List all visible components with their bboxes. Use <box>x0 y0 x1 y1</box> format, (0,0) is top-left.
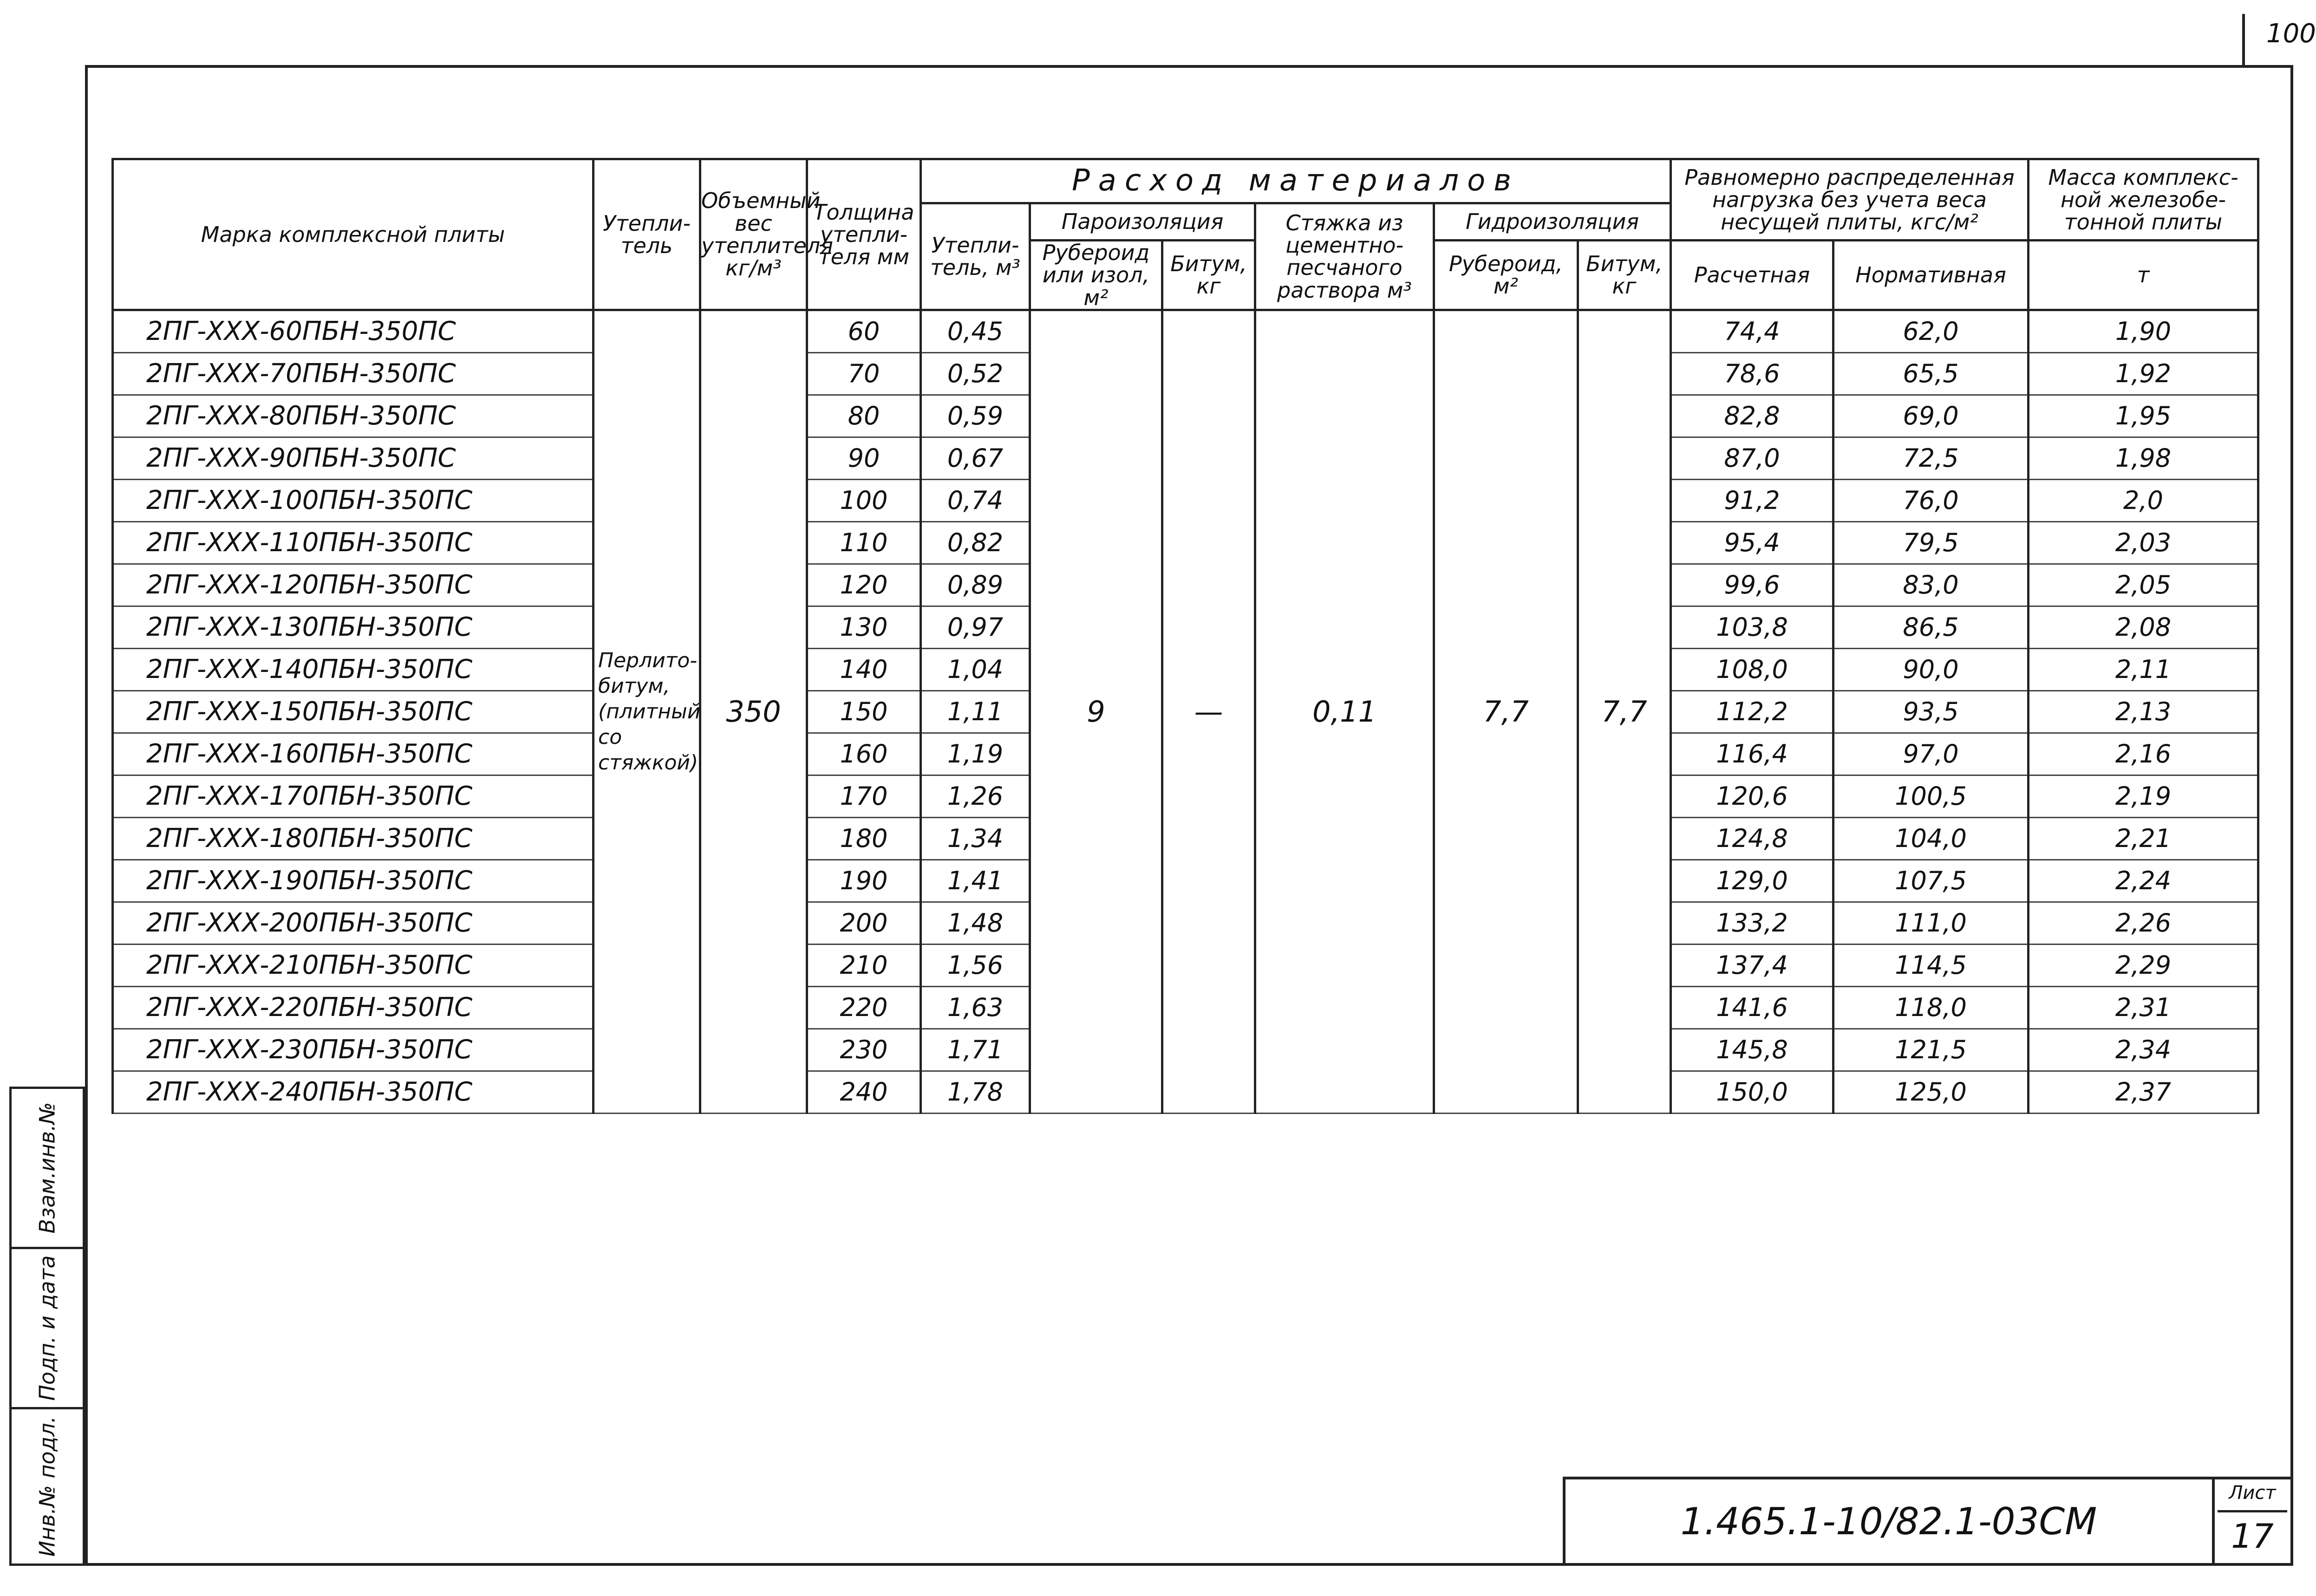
row-load-norm: 107,5 <box>1833 860 2029 902</box>
row-mass: 1,95 <box>2029 395 2258 437</box>
row-load-norm: 104,0 <box>1833 817 2029 860</box>
row-load-norm: 62,0 <box>1833 310 2029 352</box>
row-load-norm: 93,5 <box>1833 691 2029 733</box>
row-load-calc: 78,6 <box>1671 352 1833 395</box>
side-stamp <box>9 1087 85 1566</box>
header-consumption-group: Расход материалов <box>921 159 1671 203</box>
row-insul-volume: 1,78 <box>921 1071 1030 1113</box>
row-load-calc: 108,0 <box>1671 648 1833 691</box>
row-mass: 2,37 <box>2029 1071 2258 1113</box>
row-mass: 2,0 <box>2029 479 2258 521</box>
row-thickness: 110 <box>807 521 921 564</box>
header-insul-volume: Утепли- тель, м³ <box>921 203 1030 310</box>
row-load-norm: 83,0 <box>1833 564 2029 606</box>
row-mass: 2,11 <box>2029 648 2258 691</box>
row-load-norm: 100,5 <box>1833 775 2029 817</box>
header-screed: Стяжка из цементно- песчаного раствора м³ <box>1255 203 1434 310</box>
table-body <box>113 310 2258 1113</box>
row-mark: 2ПГ-ХХХ-150ПБН-350ПС <box>113 691 594 733</box>
row-load-norm: 65,5 <box>1833 352 2029 395</box>
row-mark: 2ПГ-ХХХ-190ПБН-350ПС <box>113 860 594 902</box>
header-hydro-bitumen: Битум, кг <box>1578 241 1671 310</box>
row-mark: 2ПГ-ХХХ-110ПБН-350ПС <box>113 521 594 564</box>
row-thickness: 100 <box>807 479 921 521</box>
merged-vapor-ruberoid: 9 <box>1030 310 1162 1113</box>
row-load-norm: 125,0 <box>1833 1071 2029 1113</box>
row-mark: 2ПГ-ХХХ-170ПБН-350ПС <box>113 775 594 817</box>
row-insul-volume: 1,63 <box>921 986 1030 1029</box>
stamp-original-cell <box>9 1407 85 1566</box>
merged-screed: 0,11 <box>1255 310 1434 1113</box>
row-load-calc: 141,6 <box>1671 986 1833 1029</box>
row-thickness: 90 <box>807 437 921 479</box>
row-mass: 2,05 <box>2029 564 2258 606</box>
materials-table <box>111 158 2259 1114</box>
row-mass: 2,03 <box>2029 521 2258 564</box>
header-vapor-ruberoid: Рубероид или изол, м² <box>1030 241 1162 310</box>
row-insul-volume: 0,52 <box>921 352 1030 395</box>
row-load-norm: 69,0 <box>1833 395 2029 437</box>
row-mass: 2,29 <box>2029 944 2258 986</box>
row-load-calc: 99,6 <box>1671 564 1833 606</box>
row-mark: 2ПГ-ХХХ-90ПБН-350ПС <box>113 437 594 479</box>
header-mark: Марка комплексной плиты <box>113 159 594 310</box>
row-mark: 2ПГ-ХХХ-230ПБН-350ПС <box>113 1029 594 1071</box>
row-thickness: 240 <box>807 1071 921 1113</box>
row-mark: 2ПГ-ХХХ-200ПБН-350ПС <box>113 902 594 944</box>
stamp-signature-cell <box>9 1247 85 1409</box>
row-load-calc: 87,0 <box>1671 437 1833 479</box>
row-insul-volume: 0,59 <box>921 395 1030 437</box>
row-insul-volume: 0,67 <box>921 437 1030 479</box>
row-load-calc: 129,0 <box>1671 860 1833 902</box>
row-mark: 2ПГ-ХХХ-120ПБН-350ПС <box>113 564 594 606</box>
stamp-original-label: Инв.№ подл. <box>34 1416 60 1557</box>
row-load-calc: 112,2 <box>1671 691 1833 733</box>
row-load-calc: 133,2 <box>1671 902 1833 944</box>
row-mark: 2ПГ-ХХХ-180ПБН-350ПС <box>113 817 594 860</box>
row-mass: 2,24 <box>2029 860 2258 902</box>
row-mark: 2ПГ-ХХХ-130ПБН-350ПС <box>113 606 594 648</box>
row-insul-volume: 1,71 <box>921 1029 1030 1071</box>
row-mass: 2,19 <box>2029 775 2258 817</box>
row-load-calc: 116,4 <box>1671 733 1833 775</box>
row-load-norm: 76,0 <box>1833 479 2029 521</box>
row-load-norm: 90,0 <box>1833 648 2029 691</box>
row-load-norm: 118,0 <box>1833 986 2029 1029</box>
header-insulation: Утепли- тель <box>594 159 700 310</box>
header-volume-weight: Объемный вес утеплителя кг/м³ <box>700 159 807 310</box>
title-block <box>1563 1477 2293 1566</box>
row-mass: 2,13 <box>2029 691 2258 733</box>
header-mass: Масса комплекс- ной железобе- тонной плиты <box>2029 159 2258 241</box>
stamp-signature-label: Подп. и дата <box>34 1255 60 1401</box>
row-thickness: 180 <box>807 817 921 860</box>
row-thickness: 200 <box>807 902 921 944</box>
header-load-group: Равномерно распределенная нагрузка без учета веса несущей плиты, кгс/м² <box>1671 159 2029 241</box>
row-mark: 2ПГ-ХХХ-140ПБН-350ПС <box>113 648 594 691</box>
row-load-calc: 103,8 <box>1671 606 1833 648</box>
row-mark: 2ПГ-ХХХ-210ПБН-350ПС <box>113 944 594 986</box>
page-number-rule <box>2242 14 2245 65</box>
header-vapor-group: Пароизоляция <box>1030 203 1255 241</box>
row-insul-volume: 0,89 <box>921 564 1030 606</box>
row-load-norm: 97,0 <box>1833 733 2029 775</box>
row-thickness: 120 <box>807 564 921 606</box>
row-insul-volume: 1,11 <box>921 691 1030 733</box>
row-mass: 2,26 <box>2029 902 2258 944</box>
row-thickness: 210 <box>807 944 921 986</box>
row-thickness: 190 <box>807 860 921 902</box>
row-load-calc: 74,4 <box>1671 310 1833 352</box>
merged-vapor-bitumen: — <box>1162 310 1255 1113</box>
row-insul-volume: 1,56 <box>921 944 1030 986</box>
sheet-number: 17 <box>2231 1517 2274 1556</box>
row-insul-volume: 0,45 <box>921 310 1030 352</box>
row-load-calc: 91,2 <box>1671 479 1833 521</box>
row-mass: 2,34 <box>2029 1029 2258 1071</box>
row-load-calc: 137,4 <box>1671 944 1833 986</box>
table-row <box>113 310 2258 352</box>
row-insul-volume: 1,41 <box>921 860 1030 902</box>
row-mark: 2ПГ-ХХХ-100ПБН-350ПС <box>113 479 594 521</box>
row-mass: 2,16 <box>2029 733 2258 775</box>
merged-insulation: Перлито- битум, (плитный со стяжкой) <box>594 310 700 1113</box>
row-load-norm: 121,5 <box>1833 1029 2029 1071</box>
stamp-replaced-cell <box>9 1087 85 1249</box>
row-mark: 2ПГ-ХХХ-240ПБН-350ПС <box>113 1071 594 1113</box>
row-mass: 2,21 <box>2029 817 2258 860</box>
header-vapor-bitumen: Битум, кг <box>1162 241 1255 310</box>
row-load-calc: 95,4 <box>1671 521 1833 564</box>
row-thickness: 140 <box>807 648 921 691</box>
row-insul-volume: 0,82 <box>921 521 1030 564</box>
row-load-calc: 124,8 <box>1671 817 1833 860</box>
header-load-calc: Расчетная <box>1671 241 1833 310</box>
row-insul-volume: 1,48 <box>921 902 1030 944</box>
row-insul-volume: 1,26 <box>921 775 1030 817</box>
page-number: 100 <box>2266 19 2316 49</box>
row-load-calc: 145,8 <box>1671 1029 1833 1071</box>
merged-volume-weight: 350 <box>700 310 807 1113</box>
row-load-calc: 150,0 <box>1671 1071 1833 1113</box>
row-thickness: 170 <box>807 775 921 817</box>
row-load-calc: 82,8 <box>1671 395 1833 437</box>
row-thickness: 70 <box>807 352 921 395</box>
row-load-calc: 120,6 <box>1671 775 1833 817</box>
row-mark: 2ПГ-ХХХ-60ПБН-350ПС <box>113 310 594 352</box>
row-mark: 2ПГ-ХХХ-70ПБН-350ПС <box>113 352 594 395</box>
header-hydro-group: Гидроизоляция <box>1434 203 1671 241</box>
row-thickness: 220 <box>807 986 921 1029</box>
row-load-norm: 72,5 <box>1833 437 2029 479</box>
row-thickness: 130 <box>807 606 921 648</box>
row-mass: 2,08 <box>2029 606 2258 648</box>
row-load-norm: 86,5 <box>1833 606 2029 648</box>
row-thickness: 150 <box>807 691 921 733</box>
header-mass-unit: т <box>2029 241 2258 310</box>
row-insul-volume: 1,04 <box>921 648 1030 691</box>
row-mark: 2ПГ-ХХХ-80ПБН-350ПС <box>113 395 594 437</box>
row-insul-volume: 1,19 <box>921 733 1030 775</box>
row-load-norm: 114,5 <box>1833 944 2029 986</box>
row-mass: 1,98 <box>2029 437 2258 479</box>
merged-hydro-ruberoid: 7,7 <box>1434 310 1578 1113</box>
row-thickness: 80 <box>807 395 921 437</box>
row-load-norm: 111,0 <box>1833 902 2029 944</box>
stamp-replaced-label: Взам.инв.№ <box>34 1102 60 1234</box>
row-mark: 2ПГ-ХХХ-160ПБН-350ПС <box>113 733 594 775</box>
header-hydro-ruberoid: Рубероид, м² <box>1434 241 1578 310</box>
row-mass: 2,31 <box>2029 986 2258 1029</box>
row-thickness: 230 <box>807 1029 921 1071</box>
header-thickness: Толщина утепли- теля мм <box>807 159 921 310</box>
row-load-norm: 79,5 <box>1833 521 2029 564</box>
document-code: 1.465.1-10/82.1-03СМ <box>1566 1479 2215 1563</box>
header-load-norm: Нормативная <box>1833 241 2029 310</box>
row-insul-volume: 0,97 <box>921 606 1030 648</box>
sheet-label: Лист <box>2218 1482 2287 1512</box>
row-insul-volume: 1,34 <box>921 817 1030 860</box>
row-mass: 1,90 <box>2029 310 2258 352</box>
row-mark: 2ПГ-ХХХ-220ПБН-350ПС <box>113 986 594 1029</box>
row-thickness: 160 <box>807 733 921 775</box>
row-thickness: 60 <box>807 310 921 352</box>
row-mass: 1,92 <box>2029 352 2258 395</box>
row-insul-volume: 0,74 <box>921 479 1030 521</box>
merged-hydro-bitumen: 7,7 <box>1578 310 1671 1113</box>
